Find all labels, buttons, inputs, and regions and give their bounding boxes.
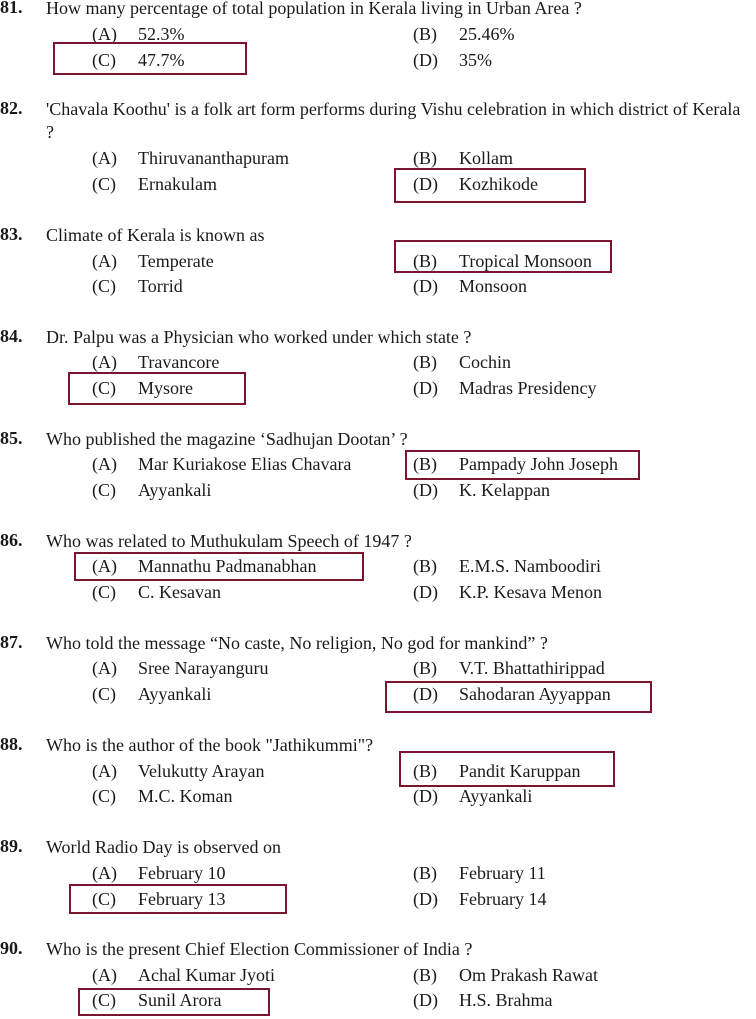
option-a	[92, 250, 214, 272]
option-label: (C)	[92, 582, 116, 602]
option-text: Torrid	[138, 276, 183, 296]
option-label: (C)	[92, 174, 116, 194]
option-label: (A)	[92, 658, 117, 678]
option-c	[92, 683, 211, 705]
option-text: Tropical Monsoon	[459, 251, 592, 271]
option-c	[92, 275, 183, 297]
option-label: (A)	[92, 251, 117, 271]
option-text: Om Prakash Rawat	[459, 965, 598, 985]
option-text: K.P. Kesava Menon	[459, 582, 602, 602]
option-label: (A)	[92, 454, 117, 474]
question-number: 84.	[0, 326, 23, 346]
question-text: Who is the present Chief Election Commissioner of India ?	[46, 939, 473, 959]
option-label: (A)	[92, 148, 117, 168]
option-a	[92, 23, 185, 45]
question-number: 87.	[0, 632, 23, 652]
option-a	[92, 862, 225, 884]
option-label: (D)	[413, 684, 438, 704]
question-text: Dr. Palpu was a Physician who worked under which state ?	[46, 327, 472, 347]
option-text: Thiruvananthapuram	[138, 148, 289, 168]
question-number: 89.	[0, 836, 23, 856]
question-text: How many percentage of total population in Kerala living in Urban Area ?	[46, 0, 582, 18]
option-text: Sahodaran Ayyappan	[459, 684, 611, 704]
option-c	[92, 888, 225, 910]
option-b	[413, 250, 592, 272]
option-d	[413, 49, 492, 71]
option-text: E.M.S. Namboodiri	[459, 556, 601, 576]
option-c	[92, 479, 211, 501]
option-text: Mysore	[138, 378, 193, 398]
option-label: (B)	[413, 556, 437, 576]
option-text: K. Kelappan	[459, 480, 550, 500]
option-d	[413, 479, 550, 501]
option-label: (C)	[92, 480, 116, 500]
option-text: V.T. Bhattathirippad	[459, 658, 605, 678]
option-text: Achal Kumar Jyoti	[138, 965, 275, 985]
option-b	[413, 862, 546, 884]
option-d	[413, 377, 596, 399]
question-text: Who is the author of the book "Jathikummi"?	[46, 735, 374, 755]
option-text: Ayyankali	[138, 684, 212, 704]
option-text: February 11	[459, 863, 546, 883]
question-number: 86.	[0, 530, 23, 550]
option-text: Madras Presidency	[459, 378, 597, 398]
question-text: Who published the magazine ‘Sadhujan Dootan’ ?	[46, 429, 408, 449]
option-text: 35%	[459, 50, 492, 70]
option-label: (B)	[413, 251, 437, 271]
option-c	[92, 989, 222, 1011]
option-text: Sunil Arora	[138, 990, 222, 1010]
option-text: Travancore	[138, 352, 220, 372]
option-text: Pampady John Joseph	[459, 454, 618, 474]
option-text: Temperate	[138, 251, 214, 271]
option-text: M.C. Koman	[138, 786, 233, 806]
option-label: (B)	[413, 658, 437, 678]
option-label: (C)	[92, 276, 116, 296]
option-label: (D)	[413, 889, 438, 909]
question-number: 90.	[0, 938, 23, 958]
option-label: (D)	[413, 174, 438, 194]
option-text: 47.7%	[138, 50, 185, 70]
option-b	[413, 555, 601, 577]
option-a	[92, 351, 219, 373]
option-text: Ayyankali	[138, 480, 212, 500]
option-label: (A)	[92, 352, 117, 372]
option-c	[92, 377, 193, 399]
option-label: (D)	[413, 480, 438, 500]
option-label: (C)	[92, 378, 116, 398]
option-label: (D)	[413, 582, 438, 602]
option-b	[413, 351, 511, 373]
option-text: H.S. Brahma	[459, 990, 553, 1010]
option-b	[413, 760, 580, 782]
option-b	[413, 453, 618, 475]
option-d	[413, 888, 546, 910]
option-b	[413, 23, 515, 45]
option-b	[413, 964, 598, 986]
option-label: (B)	[413, 863, 437, 883]
option-label: (A)	[92, 863, 117, 883]
option-a	[92, 555, 316, 577]
option-d	[413, 989, 553, 1011]
option-d	[413, 683, 611, 705]
option-label: (C)	[92, 990, 116, 1010]
option-b	[413, 657, 605, 679]
option-c	[92, 581, 221, 603]
question-number: 82.	[0, 98, 23, 118]
option-text: Sree Narayanguru	[138, 658, 269, 678]
option-label: (D)	[413, 276, 438, 296]
option-label: (B)	[413, 148, 437, 168]
question-text: Who told the message “No caste, No religion, No god for mankind” ?	[46, 633, 548, 653]
option-a	[92, 964, 275, 986]
option-label: (C)	[92, 50, 116, 70]
question-text: Climate of Kerala is known as	[46, 225, 265, 245]
option-text: Kollam	[459, 148, 513, 168]
option-text: C. Kesavan	[138, 582, 221, 602]
option-a	[92, 657, 268, 679]
option-label: (D)	[413, 378, 438, 398]
question-text: Who was related to Muthukulam Speech of 1947 ?	[46, 531, 412, 551]
question-number: 81.	[0, 0, 23, 17]
option-label: (A)	[92, 24, 117, 44]
option-a	[92, 760, 264, 782]
option-label: (D)	[413, 786, 438, 806]
option-label: (B)	[413, 454, 437, 474]
option-text: February 10	[138, 863, 226, 883]
option-text: Velukutty Arayan	[138, 761, 265, 781]
option-d	[413, 581, 602, 603]
option-text: Cochin	[459, 352, 511, 372]
question-text: 'Chavala Koothu' is a folk art form performs during Vishu celebration in which district of Kerala ?	[46, 99, 741, 142]
option-label: (C)	[92, 889, 116, 909]
option-d	[413, 785, 532, 807]
option-d	[413, 173, 538, 195]
option-c	[92, 173, 217, 195]
option-label: (B)	[413, 352, 437, 372]
option-label: (B)	[413, 965, 437, 985]
option-label: (B)	[413, 24, 437, 44]
option-text: 52.3%	[138, 24, 185, 44]
option-text: Mannathu Padmanabhan	[138, 556, 317, 576]
option-text: Mar Kuriakose Elias Chavara	[138, 454, 352, 474]
option-d	[413, 275, 527, 297]
option-label: (B)	[413, 761, 437, 781]
option-text: February 14	[459, 889, 547, 909]
option-label: (D)	[413, 990, 438, 1010]
option-text: Ernakulam	[138, 174, 217, 194]
option-label: (A)	[92, 556, 117, 576]
option-a	[92, 453, 351, 475]
option-label: (C)	[92, 786, 116, 806]
question-text: World Radio Day is observed on	[46, 837, 282, 857]
option-c	[92, 49, 185, 71]
option-c	[92, 785, 233, 807]
option-text: 25.46%	[459, 24, 515, 44]
question-number: 83.	[0, 224, 23, 244]
option-label: (A)	[92, 965, 117, 985]
option-a	[92, 147, 289, 169]
option-label: (C)	[92, 684, 116, 704]
question-number: 85.	[0, 428, 23, 448]
question-number: 88.	[0, 734, 23, 754]
option-text: Kozhikode	[459, 174, 538, 194]
option-text: Pandit Karuppan	[459, 761, 581, 781]
option-b	[413, 147, 513, 169]
option-label: (D)	[413, 50, 438, 70]
option-text: February 13	[138, 889, 226, 909]
option-label: (A)	[92, 761, 117, 781]
option-text: Monsoon	[459, 276, 528, 296]
option-text: Ayyankali	[459, 786, 533, 806]
